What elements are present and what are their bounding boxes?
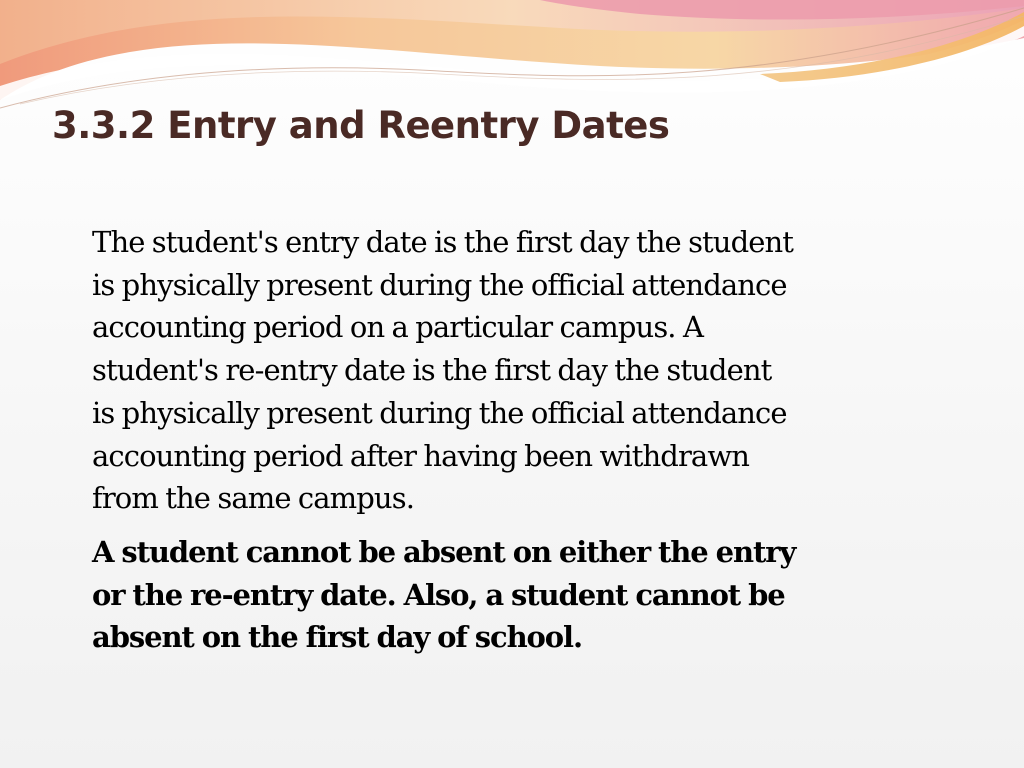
- paragraph-entry-definition: [92, 221, 972, 520]
- text-line: A student cannot be absent on either the entry: [92, 534, 796, 569]
- slide-title: 3.3.2 Entry and Reentry Dates: [52, 104, 670, 147]
- text-line: or the re-entry date. Also, a student cannot be: [92, 577, 785, 612]
- text-line: accounting period after having been withdrawn: [92, 438, 750, 473]
- text-line: student's re-entry date is the first day the student: [92, 353, 772, 388]
- text-line: is physically present during the official attendance: [92, 267, 787, 302]
- slide-body: [92, 221, 972, 659]
- text-line: is physically present during the official attendance: [92, 395, 787, 430]
- text-line: accounting period on a particular campus. A: [92, 310, 703, 345]
- text-line: absent on the first day of school.: [92, 620, 582, 655]
- paragraph-absence-rule: [92, 531, 972, 659]
- text-line: The student's entry date is the first day the student: [92, 225, 794, 259]
- text-line: from the same campus.: [92, 481, 415, 516]
